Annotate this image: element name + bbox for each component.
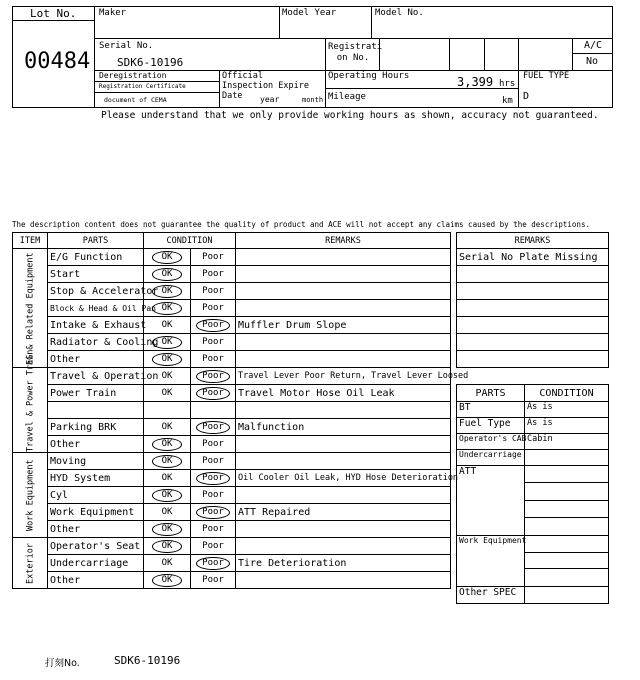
ok-label-circled: OK bbox=[152, 251, 183, 264]
condition-ok bbox=[144, 555, 191, 572]
inspection-row bbox=[13, 334, 451, 351]
poor-label: Poor bbox=[202, 286, 224, 296]
condition-poor bbox=[191, 385, 236, 402]
extra-remark-cell bbox=[457, 300, 609, 317]
poor-label: Poor bbox=[202, 575, 224, 585]
condition-poor bbox=[191, 504, 236, 521]
condition-poor bbox=[191, 249, 236, 266]
part-name: Radiator & Cooling bbox=[48, 334, 144, 351]
year-label: year bbox=[260, 95, 280, 104]
condition-ok bbox=[144, 249, 191, 266]
part-name: Other bbox=[48, 351, 144, 368]
extra-remark-cell bbox=[457, 317, 609, 334]
item-group-label: Exterior bbox=[13, 538, 48, 589]
condition-poor bbox=[191, 470, 236, 487]
parts-col-header: PARTS bbox=[457, 385, 525, 402]
parts-condition-subcell bbox=[525, 483, 608, 500]
part-name: Cyl bbox=[48, 487, 144, 504]
part-name: Power Train bbox=[48, 385, 144, 402]
ac-value: No bbox=[586, 56, 599, 67]
reg-box-4 bbox=[518, 38, 573, 71]
part-name: Parking BRK bbox=[48, 419, 144, 436]
part-name: Other bbox=[48, 436, 144, 453]
extra-remark-row bbox=[457, 249, 609, 266]
ok-label-circled: OK bbox=[152, 353, 183, 366]
parts-name-cell: ATT bbox=[457, 466, 525, 536]
item-header: ITEM bbox=[13, 233, 48, 249]
cema-label: document of CEMA bbox=[104, 96, 167, 104]
condition-poor bbox=[191, 521, 236, 538]
notice-text: Please understand that we only provide working hours as shown, accuracy not guaranteed. bbox=[101, 110, 599, 121]
condition-ok bbox=[144, 504, 191, 521]
inspection-label: Official Inspection Expire Date bbox=[222, 71, 309, 101]
extra-remark-cell bbox=[457, 266, 609, 283]
poor-label: Poor bbox=[202, 439, 224, 449]
ok-label: OK bbox=[161, 558, 173, 568]
ok-label: OK bbox=[161, 388, 173, 398]
ok-label-circled: OK bbox=[152, 455, 183, 468]
ok-label-circled: OK bbox=[152, 523, 183, 536]
parts-row bbox=[457, 418, 609, 434]
remark-cell bbox=[236, 572, 451, 589]
part-name: Operator's Seat bbox=[48, 538, 144, 555]
disclaimer-text: The description content does not guarantee the quality of product and ACE will not accept any claims caused by the descriptions. bbox=[12, 220, 590, 229]
condition-poor bbox=[191, 317, 236, 334]
inspection-row bbox=[13, 487, 451, 504]
remark-cell bbox=[236, 521, 451, 538]
serial-value: SDK6-10196 bbox=[117, 56, 184, 69]
extra-remark-row bbox=[457, 351, 609, 368]
inspection-row bbox=[13, 402, 451, 419]
inspection-row bbox=[13, 368, 451, 385]
condition-ok bbox=[144, 436, 191, 453]
inspection-row bbox=[13, 470, 451, 487]
reg-box-2 bbox=[449, 38, 485, 71]
op-hours-value: 3,399 bbox=[457, 75, 494, 89]
part-name: Stop & Accelerator bbox=[48, 283, 144, 300]
condition-poor bbox=[191, 283, 236, 300]
parts-condition-cell: Cabin bbox=[525, 434, 609, 450]
condition-poor bbox=[191, 300, 236, 317]
part-name: Travel & Operation bbox=[48, 368, 144, 385]
part-name: Start bbox=[48, 266, 144, 283]
parts-condition-cell: As is bbox=[525, 402, 609, 418]
inspection-row bbox=[13, 385, 451, 402]
inspection-row bbox=[13, 555, 451, 572]
inspection-row bbox=[13, 266, 451, 283]
condition-poor bbox=[191, 453, 236, 470]
inspection-row bbox=[13, 572, 451, 589]
condition-ok bbox=[144, 453, 191, 470]
remark-cell bbox=[236, 334, 451, 351]
ok-label: OK bbox=[161, 507, 173, 517]
remark-cell: Tire Deterioration bbox=[236, 555, 451, 572]
parts-row bbox=[457, 466, 609, 536]
extra-remark-cell bbox=[457, 351, 609, 368]
parts-condition-cell bbox=[525, 450, 609, 466]
remark-cell: ATT Repaired bbox=[236, 504, 451, 521]
part-name: Moving bbox=[48, 453, 144, 470]
parts-condition-subcell bbox=[525, 553, 608, 570]
poor-label: Poor bbox=[202, 541, 224, 551]
ok-label: OK bbox=[161, 371, 173, 381]
parts-condition-cell: As is bbox=[525, 418, 609, 434]
parts-condition-subcell bbox=[525, 518, 608, 535]
part-name bbox=[48, 402, 144, 419]
lot-number: 00484 bbox=[24, 49, 91, 74]
condition-poor bbox=[191, 419, 236, 436]
stamp-value: SDK6-10196 bbox=[114, 654, 181, 667]
parts-row bbox=[457, 450, 609, 466]
remark-cell: Travel Motor Hose Oil Leak bbox=[236, 385, 451, 402]
condition-poor bbox=[191, 402, 236, 419]
model-year-label: Model Year bbox=[282, 8, 337, 18]
extra-remarks-header: REMARKS bbox=[457, 233, 609, 249]
ok-label-circled: OK bbox=[152, 268, 183, 281]
condition-header: CONDITION bbox=[144, 233, 236, 249]
poor-label-circled: Poor bbox=[196, 370, 230, 383]
ok-label: OK bbox=[161, 422, 173, 432]
condition-ok bbox=[144, 385, 191, 402]
parts-row bbox=[457, 586, 609, 603]
parts-name-cell: BT bbox=[457, 402, 525, 418]
fuel-type-value: D bbox=[523, 91, 530, 102]
parts-name-cell: Work Equipment bbox=[457, 536, 525, 587]
item-group-label: Travel & Power Train bbox=[13, 368, 48, 453]
poor-label: Poor bbox=[202, 490, 224, 500]
extra-remark-row bbox=[457, 334, 609, 351]
parts-condition-subcell bbox=[525, 569, 608, 586]
ok-label-circled: OK bbox=[152, 574, 183, 587]
remark-cell bbox=[236, 300, 451, 317]
parts-condition-cell bbox=[525, 586, 609, 603]
model-no-label: Model No. bbox=[375, 8, 424, 18]
km-unit: km bbox=[502, 96, 513, 106]
condition-ok bbox=[144, 521, 191, 538]
part-name: Undercarriage bbox=[48, 555, 144, 572]
inspection-row bbox=[13, 249, 451, 266]
remark-cell bbox=[236, 436, 451, 453]
remark-cell: Malfunction bbox=[236, 419, 451, 436]
inspection-header-row bbox=[13, 233, 451, 249]
poor-label-circled: Poor bbox=[196, 319, 230, 332]
remark-cell bbox=[236, 487, 451, 504]
remark-cell: Oil Cooler Oil Leak, HYD Hose Deterioration bbox=[236, 470, 451, 487]
condition-poor bbox=[191, 436, 236, 453]
extra-remark-cell bbox=[457, 334, 609, 351]
extra-remark-cell bbox=[457, 283, 609, 300]
condition-ok bbox=[144, 538, 191, 555]
remark-cell bbox=[236, 351, 451, 368]
reg-cert-label: Registration Certificate bbox=[99, 83, 186, 90]
reg-box-1 bbox=[379, 38, 450, 71]
inspection-row bbox=[13, 436, 451, 453]
inspection-row bbox=[13, 317, 451, 334]
fuel-type-label: FUEL TYPE bbox=[523, 71, 570, 81]
part-name: E/G Function bbox=[48, 249, 144, 266]
lot-label: Lot No. bbox=[30, 7, 77, 20]
registration-label: Registrati on No. bbox=[328, 42, 383, 63]
remark-cell bbox=[236, 402, 451, 419]
extra-remarks-table bbox=[456, 232, 609, 368]
ok-label-circled: OK bbox=[152, 336, 183, 349]
poor-label-circled: Poor bbox=[196, 472, 230, 485]
remark-cell bbox=[236, 453, 451, 470]
remark-cell bbox=[236, 538, 451, 555]
condition-ok bbox=[144, 266, 191, 283]
poor-label-circled: Poor bbox=[196, 421, 230, 434]
condition-poor bbox=[191, 266, 236, 283]
stamp-label: 打刻No. bbox=[45, 658, 80, 669]
mileage-label: Mileage bbox=[328, 92, 366, 102]
parts-name-cell: Other SPEC bbox=[457, 586, 525, 603]
condition-poor bbox=[191, 555, 236, 572]
parts-condition-subcell bbox=[525, 536, 608, 553]
parts-header: PARTS bbox=[48, 233, 144, 249]
condition-ok bbox=[144, 487, 191, 504]
item-group-label: EG & Related Equipment bbox=[13, 249, 48, 368]
op-hours-label: Operating Hours bbox=[328, 71, 410, 81]
ok-label: OK bbox=[161, 473, 173, 483]
hrs-unit: hrs bbox=[499, 79, 516, 89]
inspection-row bbox=[13, 351, 451, 368]
condition-ok bbox=[144, 402, 191, 419]
parts-condition-cell bbox=[525, 466, 609, 536]
condition-poor bbox=[191, 572, 236, 589]
ac-label: A/C bbox=[584, 40, 603, 51]
remarks-header: REMARKS bbox=[236, 233, 451, 249]
condition-poor bbox=[191, 351, 236, 368]
parts-condition-subcell bbox=[525, 501, 608, 518]
poor-label: Poor bbox=[202, 456, 224, 466]
condition-col-header: CONDITION bbox=[525, 385, 609, 402]
remark-cell bbox=[236, 249, 451, 266]
parts-condition-table bbox=[456, 384, 609, 604]
condition-poor bbox=[191, 487, 236, 504]
part-name: Block & Head & Oil Pan bbox=[48, 300, 144, 317]
part-name: Intake & Exhaust bbox=[48, 317, 144, 334]
ok-label-circled: OK bbox=[152, 302, 183, 315]
parts-condition-subcell bbox=[525, 466, 608, 483]
condition-ok bbox=[144, 572, 191, 589]
poor-label-circled: Poor bbox=[196, 506, 230, 519]
parts-name-cell: Undercarriage bbox=[457, 450, 525, 466]
extra-remark-row bbox=[457, 300, 609, 317]
part-name: Work Equipment bbox=[48, 504, 144, 521]
inspection-row bbox=[13, 453, 451, 470]
remark-cell: Travel Lever Poor Return, Travel Lever Loosed bbox=[236, 368, 451, 385]
remark-cell bbox=[236, 283, 451, 300]
poor-label: Poor bbox=[202, 269, 224, 279]
condition-ok bbox=[144, 419, 191, 436]
part-name: HYD System bbox=[48, 470, 144, 487]
ok-label-circled: OK bbox=[152, 438, 183, 451]
inspection-row bbox=[13, 538, 451, 555]
part-name: Other bbox=[48, 572, 144, 589]
condition-poor bbox=[191, 334, 236, 351]
poor-label-circled: Poor bbox=[196, 557, 230, 570]
inspection-row bbox=[13, 419, 451, 436]
poor-label: Poor bbox=[202, 337, 224, 347]
ok-label-circled: OK bbox=[152, 285, 183, 298]
poor-label: Poor bbox=[202, 303, 224, 313]
condition-ok bbox=[144, 470, 191, 487]
ok-label-circled: OK bbox=[152, 540, 183, 553]
ok-label: OK bbox=[161, 320, 173, 330]
extra-remark-row bbox=[457, 283, 609, 300]
condition-poor bbox=[191, 538, 236, 555]
extra-remark-row bbox=[457, 317, 609, 334]
extra-remark-cell: Serial No Plate Missing bbox=[457, 249, 609, 266]
inspection-row bbox=[13, 300, 451, 317]
inspection-row bbox=[13, 283, 451, 300]
poor-label-circled: Poor bbox=[196, 387, 230, 400]
parts-row bbox=[457, 402, 609, 418]
part-name: Other bbox=[48, 521, 144, 538]
reg-box-3 bbox=[484, 38, 519, 71]
maker-label: Maker bbox=[99, 8, 127, 18]
item-group-label: Work Equipment bbox=[13, 453, 48, 538]
serial-label: Serial No. bbox=[99, 41, 154, 51]
parts-name-cell: Fuel Type bbox=[457, 418, 525, 434]
poor-label: Poor bbox=[202, 524, 224, 534]
condition-ok bbox=[144, 317, 191, 334]
poor-label: Poor bbox=[202, 354, 224, 364]
parts-condition-subgrid bbox=[525, 536, 608, 586]
remark-cell: Muffler Drum Slope bbox=[236, 317, 451, 334]
deregistration-label: Deregistration bbox=[99, 71, 167, 80]
parts-condition-subgrid bbox=[525, 466, 608, 535]
month-label: month bbox=[302, 96, 324, 104]
inspection-row bbox=[13, 521, 451, 538]
parts-name-cell: Operator's CAB bbox=[457, 434, 525, 450]
parts-row bbox=[457, 536, 609, 587]
ok-label-circled: OK bbox=[152, 489, 183, 502]
inspection-row bbox=[13, 504, 451, 521]
parts-condition-cell bbox=[525, 536, 609, 587]
remark-cell bbox=[236, 266, 451, 283]
condition-ok bbox=[144, 351, 191, 368]
condition-poor bbox=[191, 368, 236, 385]
poor-label: Poor bbox=[202, 252, 224, 262]
parts-row bbox=[457, 434, 609, 450]
extra-remark-row bbox=[457, 266, 609, 283]
